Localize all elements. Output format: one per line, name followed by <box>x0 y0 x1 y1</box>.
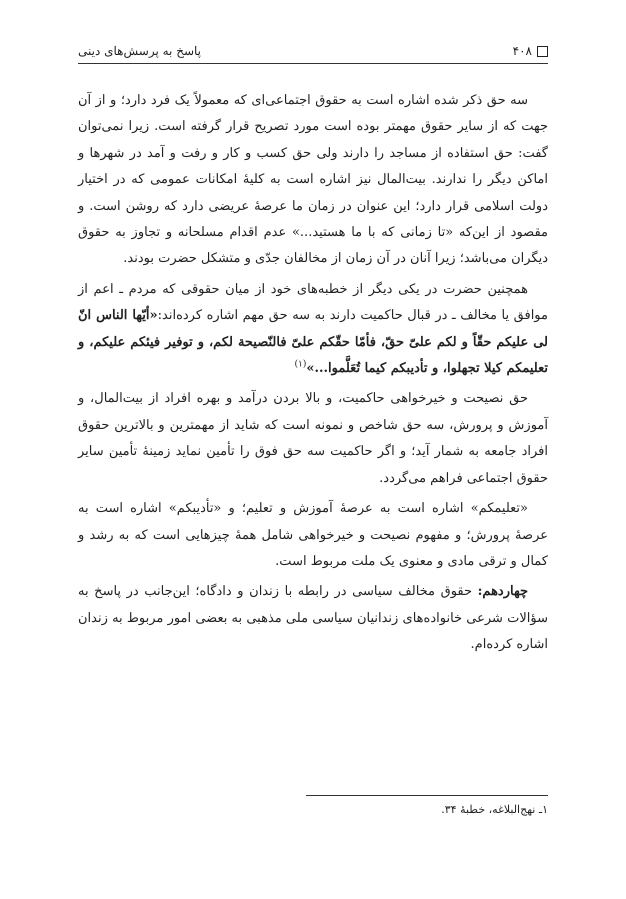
paragraph-4: «تعلیمکم» اشاره است به عرصهٔ آموزش و تعلیم؛ و «تأدیبکم» اشاره است به عرصهٔ پرورش؛ و مفهوم نصیحت و خیرخواهی شامل همهٔ چیزهایی است که به رشد و کمال و ترقی مادی و معنوی یک ملت مربوط است. <box>78 501 548 569</box>
paragraph-5-text: حقوق مخالف سیاسی در رابطه با زندان و دادگاه؛ این‌جانب در پاسخ به سؤالات شرعی خانواده‌های زندانیان سیاسی ملی مذهبی به بعضی امور مربوط به زندان اشاره کرده‌ام. <box>78 584 548 653</box>
paragraph-5 <box>78 579 548 658</box>
page-number-group <box>513 44 548 58</box>
section-lead: چهاردهم: <box>477 584 528 600</box>
paragraph-2-intro: همچنین حضرت در یکی دیگر از خطبه‌های خود از میان حقوقی که مردم ـ اعم از موافق یا مخالف ـ در قبال حاکمیت دارند به سه حق مهم اشاره کرده‌اند: <box>78 281 548 324</box>
running-title: پاسخ به پرسش‌های دینی <box>78 44 202 58</box>
paragraph-3: حق نصیحت و خیرخواهی حاکمیت، و بالا بردن درآمد و بهره افراد از بیت‌المال، و آموزش و پرورش، سه حق شاخص و نمونه است که شاید از مهمترین و بالاترین حقوق افراد جامعه به شمار آید؛ و اگر حاکمیت سه حق فوق را تأمین نماید زمینهٔ تأمین سایر حقوق اجتماعی فراهم می‌گردد. <box>78 391 548 486</box>
header-rule <box>78 63 548 64</box>
hadith-quote: «أيّها الناس انّ لى عليكم حقّاً و لكم علىّ حقّ، فأمّا حقّكم علىّ فالنّصيحة لكم، و توفير فيئكم عليكم، و تعليمكم كيلا تجهلوا، و تأديبكم كيما تُعَلَّموا...» <box>78 308 548 377</box>
footnote: ۱ـ نهج‌البلاغه، خطبهٔ ۳۴. <box>441 803 548 816</box>
square-icon <box>537 46 548 57</box>
page-number: ۴۰۸ <box>512 44 532 58</box>
paragraph-2 <box>78 277 548 383</box>
page-header <box>78 38 548 64</box>
footnote-ref: (۱) <box>294 359 307 370</box>
body-text <box>78 88 548 663</box>
footnote-rule <box>306 795 548 796</box>
paragraph-1: سه حق ذکر شده اشاره است به حقوق اجتماعی‌ای که معمولاً یک فرد دارد؛ و از آن جهت که از سایر حقوق مهمتر بوده است مورد تصریح قرار گرفته است. زیرا نمی‌توان گفت: حق استفاده از مساجد را دارند ولی حق کسب و کار و رفت و آمد در شهرها و اماکن دیگر را ندارند. بیت‌المال نیز اشاره است به کلیهٔ امکانات عمومی که در اختیار دولت اسلامی قرار دارد؛ این عنوان در زمان ما عرصهٔ عریضی دارد که روشن است. و مقصود از این‌که «تا زمانی که با ما هستید...» عدم اقدام مسلحانه و تجاوز به حقوق دیگران می‌باشد؛ زیرا آنان در آن زمان از مخالفان جدّی و متشکل حضرت بودند. <box>78 93 548 267</box>
